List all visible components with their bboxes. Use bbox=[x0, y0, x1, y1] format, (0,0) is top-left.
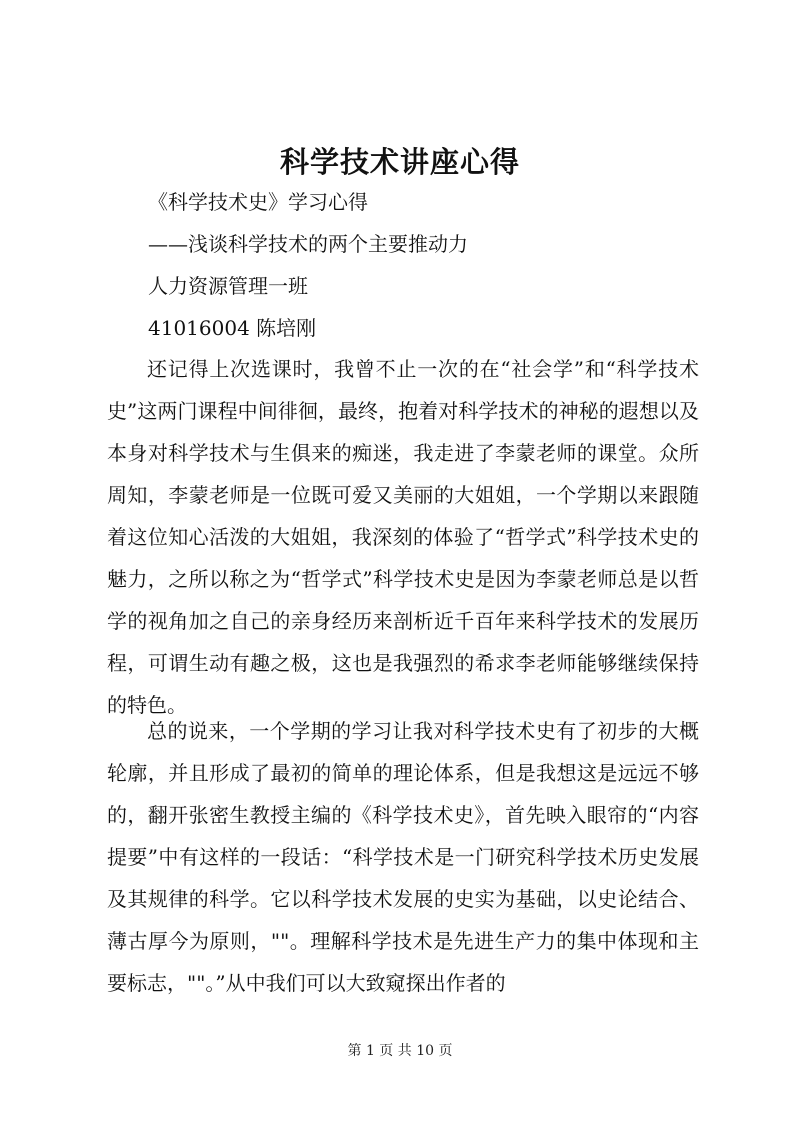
subtitle: 《科学技术史》学习心得 bbox=[148, 190, 368, 214]
document-title: 科学技术讲座心得 bbox=[279, 145, 520, 179]
subheading: ——浅谈科学技术的两个主要推动力 bbox=[148, 232, 468, 256]
paragraph-1: 还记得上次选课时，我曾不止一次的在“社会学”和“科学技术史”这两门课程中间徘徊，最终，抱着对科学技术的神秘的遐想以及本身对科学技术与生俱来的痴迷，我走进了李蒙老师的课堂。众所周知，李蒙老师是一位既可爱又美丽的大姐姐，一个学期以来跟随着这位知心活泼的大姐姐，我深刻的体验了“哲学式”科学技术史的魅力，之所以称之为“哲学式”科学技术史是因为李蒙老师总是以哲学的视角加之自己的亲身经历来剖析近千百年来科学技术的发展历程，可谓生动有趣之极，这也是我强烈的希求李老师能够继续保持的特色。 bbox=[107, 357, 699, 717]
page-number-footer: 第 1 页 共 10 页 bbox=[347, 1043, 453, 1059]
paragraph-2: 总的说来，一个学期的学习让我对科学技术史有了初步的大概轮廓，并且形成了最初的简单的理论体系，但是我想这是远远不够的，翻开张密生教授主编的《科学技术史》，首先映入眼帘的“内容提要”中有这样的一段话：“科学技术是一门研究科学技术历史发展及其规律的科学。它以科学技术发展的史实为基础，以史论结合、薄古厚今为原则，""。理解科学技术是先进生产力的集中体现和主要标志，""。”从中我们可以大致窥探出作者的 bbox=[107, 719, 699, 995]
student-id-name: 41016004 陈培刚 bbox=[148, 316, 317, 340]
class-name: 人力资源管理一班 bbox=[148, 274, 308, 298]
